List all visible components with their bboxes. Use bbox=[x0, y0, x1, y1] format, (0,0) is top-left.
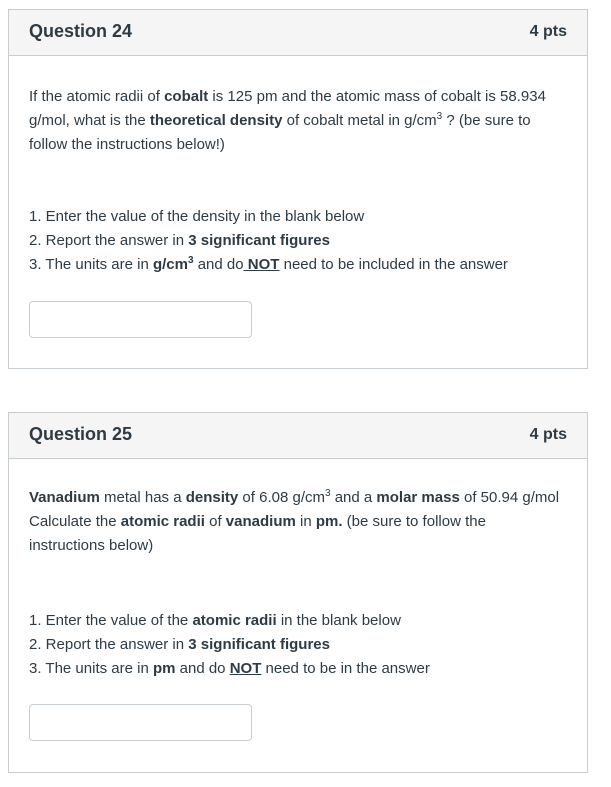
text-bold-segment: molar mass bbox=[376, 489, 460, 506]
text-segment: ? (be sure to follow the instructions below!) bbox=[29, 112, 531, 153]
text-bold-segment: density bbox=[185, 489, 239, 506]
instruction-text: need to be included in the answer bbox=[279, 256, 508, 273]
text-segment: of cobalt metal in g/cm bbox=[282, 112, 437, 129]
instructions-list bbox=[29, 205, 569, 277]
instruction-item bbox=[29, 657, 569, 681]
instructions-list bbox=[29, 609, 569, 681]
text-segment: is 125 pm and the atomic mass of cobalt is 58.934 g/mol, what is the bbox=[29, 88, 546, 129]
instruction-text: need to be in the answer bbox=[261, 660, 430, 677]
text-bold-segment: vanadium bbox=[225, 513, 296, 530]
question-title: Question 25 bbox=[29, 424, 133, 444]
instruction-item bbox=[29, 253, 569, 277]
instruction-bold: atomic radii bbox=[192, 612, 277, 629]
instruction-text: 3. The units are in bbox=[29, 256, 153, 273]
instruction-text: in the blank below bbox=[276, 612, 401, 629]
instruction-bold: pm bbox=[152, 660, 176, 677]
text-segment: in bbox=[295, 513, 316, 530]
question-25-card bbox=[8, 412, 588, 773]
text-bold-segment: pm. bbox=[315, 513, 343, 530]
instruction-item bbox=[29, 205, 569, 229]
answer-input[interactable] bbox=[29, 704, 252, 741]
instruction-item bbox=[29, 609, 569, 633]
instruction-text: 2. Report the answer in bbox=[29, 636, 189, 653]
instruction-text: 3. The units are in bbox=[29, 660, 153, 677]
text-segment: (be sure to follow the instructions below) bbox=[29, 513, 486, 554]
question-header bbox=[9, 413, 587, 459]
instruction-underline: NOT bbox=[243, 256, 280, 273]
text-segment: and a bbox=[330, 489, 377, 506]
instruction-text: 1. Enter the value of the density in the blank below bbox=[29, 208, 365, 225]
superscript: 3 bbox=[324, 488, 331, 499]
answer-input[interactable] bbox=[29, 301, 252, 338]
question-text bbox=[29, 486, 564, 558]
text-bold-segment: Vanadium bbox=[29, 489, 100, 506]
question-24-card bbox=[8, 9, 588, 369]
question-header bbox=[9, 10, 587, 56]
text-segment: If the atomic radii of bbox=[29, 88, 165, 105]
instruction-underline: NOT bbox=[229, 660, 262, 677]
text-bold-segment: atomic radii bbox=[120, 513, 205, 530]
question-text bbox=[29, 85, 564, 157]
text-bold-segment: cobalt bbox=[164, 88, 209, 105]
text-bold-segment: theoretical density bbox=[149, 112, 283, 129]
instruction-item bbox=[29, 229, 569, 253]
superscript: 3 bbox=[436, 111, 443, 122]
instruction-text: 2. Report the answer in bbox=[29, 232, 189, 249]
text-segment: metal has a bbox=[99, 489, 186, 506]
text-segment: of bbox=[204, 513, 226, 530]
instruction-bold: 3 significant figures bbox=[188, 232, 330, 249]
text-segment: of 50.94 g/mol Calculate the bbox=[29, 489, 560, 530]
text-segment: of 6.08 g/cm bbox=[238, 489, 325, 506]
superscript: 3 bbox=[187, 255, 194, 266]
instruction-text: and do bbox=[193, 256, 244, 273]
instruction-text: 1. Enter the value of the bbox=[29, 612, 193, 629]
question-points: 4 pts bbox=[529, 23, 567, 40]
instruction-bold: g/cm bbox=[152, 256, 188, 273]
question-points: 4 pts bbox=[529, 426, 567, 443]
question-title: Question 24 bbox=[29, 21, 133, 41]
instruction-text: and do bbox=[175, 660, 230, 677]
instruction-item bbox=[29, 633, 569, 657]
instruction-bold: 3 significant figures bbox=[188, 636, 330, 653]
